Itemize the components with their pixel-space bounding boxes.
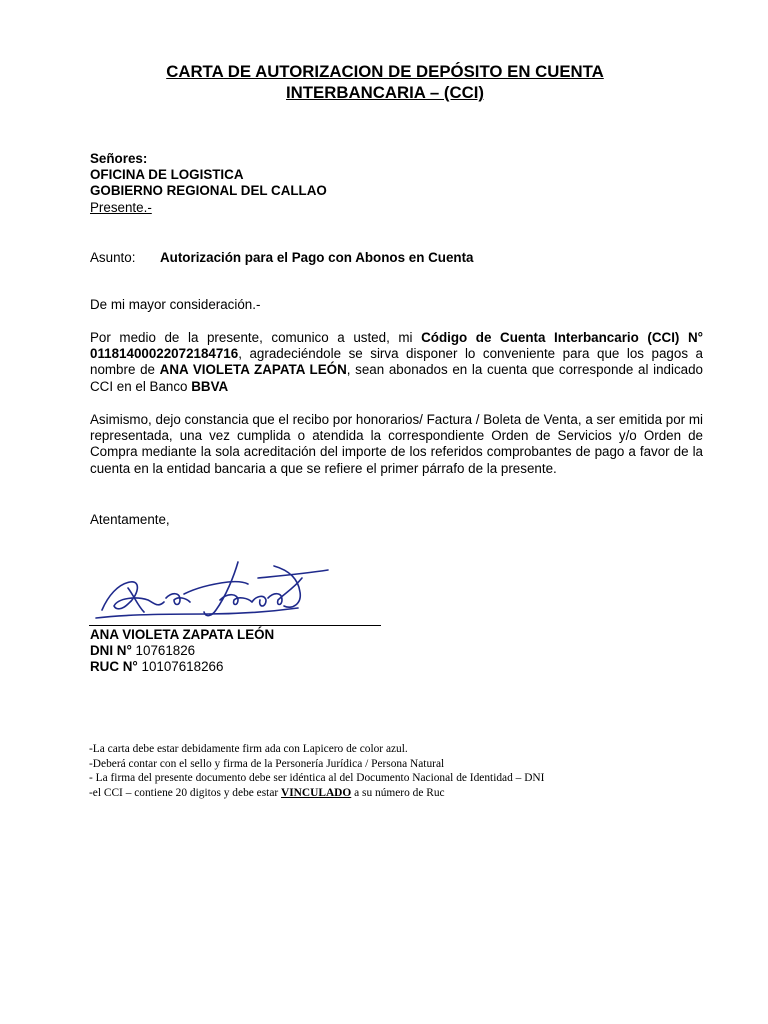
title-line-1: CARTA DE AUTORIZACION DE DEPÓSITO EN CUENTA <box>166 62 604 81</box>
cci-number: 01181400022072184716 <box>90 346 239 362</box>
note-4-text-b: a su número de Ruc <box>351 786 445 799</box>
signer-block <box>90 627 703 676</box>
presente-line <box>90 200 703 216</box>
letter-title <box>90 61 680 103</box>
dni-label: DNI N° <box>90 643 132 659</box>
handwritten-signature <box>88 548 338 628</box>
subject-label: Asunto: <box>90 250 136 265</box>
note-4-text-a: -el CCI – contiene 20 digitos y debe estar <box>89 786 282 799</box>
dni-value: 10761826 <box>135 643 196 659</box>
greeting: De mi mayor consideración.- <box>90 297 261 312</box>
payee-name: ANA VIOLETA ZAPATA LEÓN <box>159 362 347 378</box>
note-4 <box>89 786 709 801</box>
paragraph-1-text-a: Por medio de la presente, comunico a usted, mi <box>90 330 422 345</box>
signature-line <box>89 625 381 626</box>
presente-text: Presente.- <box>90 199 152 215</box>
cci-label: Código de Cuenta Interbancario (CCI) N° <box>421 330 703 345</box>
paragraph-1-text-b: , agradeciéndole se sirva disponer lo conveniente para que los pagos a nombre de <box>90 346 703 378</box>
salutation: Señores: <box>90 151 148 166</box>
bank-name: BBVA <box>191 378 229 394</box>
paragraph-1-text-c: , sean abonados en la cuenta que corresponde al indicado CCI en el Banco <box>90 362 703 394</box>
signature-strokes <box>96 562 328 618</box>
signer-name: ANA VIOLETA ZAPATA LEÓN <box>90 627 275 642</box>
note-1: -La carta debe estar debidamente firm ada con Lapicero de color azul. <box>89 743 408 755</box>
signer-ruc <box>90 659 703 675</box>
ruc-value: 10107618266 <box>141 659 224 675</box>
paragraph-2: Asimismo, dejo constancia que el recibo por honorarios/ Factura / Boleta de Venta, a ser emitida por mi representada, una vez cumplida o atendida la correspondiente Orden de Servicios y/o Orden de Compra mediante la sola acreditación del importe de los referidos comprobantes de pago a favor de la cuenta en la entidad bancaria a que se refiere el primer párrafo de la presente. <box>90 412 703 476</box>
note-2: -Deberá contar con el sello y firma de la Personería Jurídica / Persona Natural <box>89 757 445 770</box>
signer-dni <box>90 643 703 659</box>
title-line-2: INTERBANCARIA – (CCI) <box>286 83 484 102</box>
paragraph-1 <box>90 330 703 395</box>
note-4-emphasis: VINCULADO <box>281 786 352 799</box>
note-3: - La firma del presente documento debe ser idéntica al del Documento Nacional de Identidad – DNI <box>89 772 545 785</box>
ruc-label: RUC N° <box>90 659 138 675</box>
closing: Atentamente, <box>90 512 170 527</box>
recipient-office: OFICINA DE LOGISTICA <box>90 167 244 183</box>
subject-value: Autorización para el Pago con Abonos en Cuenta <box>160 250 474 265</box>
recipient-block <box>90 151 703 216</box>
notes-block <box>89 742 709 800</box>
recipient-government: GOBIERNO REGIONAL DEL CALLAO <box>90 183 327 199</box>
